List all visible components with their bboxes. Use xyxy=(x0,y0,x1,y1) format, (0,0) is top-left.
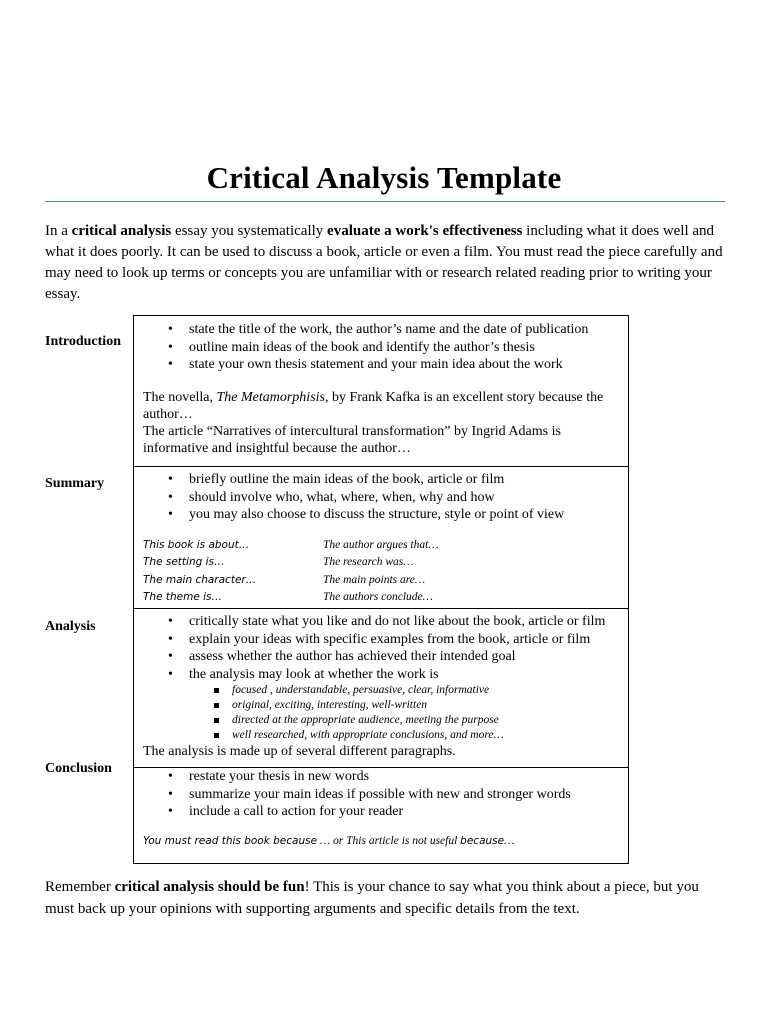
example-right: The author argues that… xyxy=(323,538,439,551)
analysis-sub-bullets xyxy=(134,683,628,743)
list-item: • should involve who, what, where, when, why and how xyxy=(134,489,628,507)
example-left: The setting is… xyxy=(143,556,225,568)
list-item: • you may also choose to discuss the structure, style or point of view xyxy=(134,506,628,524)
label-analysis: Analysis xyxy=(45,619,96,634)
example-right: The authors conclude… xyxy=(323,591,433,603)
closing-text-2: ! This is your chance to say what you think about a piece, but you must back up your opinions with supporting arguments and specific details from the text. xyxy=(45,879,699,917)
box-introduction xyxy=(133,315,629,467)
introduction-example-2: The article “Narratives of intercultural transformation” by Ingrid Adams is informative and insightful because the author… xyxy=(143,423,561,456)
list-item: • include a call to action for your reader xyxy=(134,803,628,821)
analysis-note: The analysis is made up of several different paragraphs. xyxy=(143,744,456,759)
introduction-example-1 xyxy=(134,389,628,423)
example-left: The main character… xyxy=(143,573,257,586)
intro-text-1: In a xyxy=(45,223,72,239)
list-item: original, exciting, interesting, well-written xyxy=(134,698,628,713)
summary-bullets xyxy=(134,471,628,524)
intro-bold-evaluate: evaluate a work's effectiveness xyxy=(327,223,523,239)
list-item: directed at the appropriate audience, meeting the purpose xyxy=(134,713,628,728)
ex1-text-b: , by Frank Kafka is an excellent story because the author… xyxy=(143,389,604,422)
box-analysis xyxy=(133,609,629,768)
intro-paragraph xyxy=(45,221,725,305)
intro-text-2: essay you systematically xyxy=(171,223,328,239)
example-left: The theme is… xyxy=(143,591,223,603)
introduction-bullets xyxy=(134,321,628,374)
example-left: This book is about… xyxy=(143,538,250,551)
label-summary: Summary xyxy=(45,476,105,491)
conclusion-example-b: … or This article is not useful xyxy=(317,834,461,847)
label-conclusion: Conclusion xyxy=(45,761,112,776)
example-right: The main points are… xyxy=(323,573,426,586)
list-item: • briefly outline the main ideas of the book, article or film xyxy=(134,471,628,489)
closing-paragraph xyxy=(45,876,725,920)
list-item: • summarize your main ideas if possible with new and stronger words xyxy=(134,786,628,804)
box-summary xyxy=(133,467,629,609)
list-item: focused , understandable, persuasive, clear, informative xyxy=(134,683,628,698)
list-item: • assess whether the author has achieved their intended goal xyxy=(134,648,628,666)
conclusion-bullets xyxy=(134,768,628,821)
intro-text-3: including what it does well and what it does poorly. It can be used to discuss a book, article or even a film. You must read the piece carefully and may need to look up terms or concepts you are unfamiliar with or research related reading prior to writing your essay. xyxy=(45,223,723,302)
closing-bold: critical analysis should be fun xyxy=(114,879,305,895)
example-right: The research was… xyxy=(323,556,414,568)
list-item: • the analysis may look at whether the work is xyxy=(134,666,628,684)
page-title: Critical Analysis Template xyxy=(206,160,562,195)
list-item: • outline main ideas of the book and identify the author’s thesis xyxy=(134,339,628,357)
ex1-title: The Metamorphisis xyxy=(216,389,325,405)
label-introduction: Introduction xyxy=(45,334,121,349)
conclusion-example-c: because xyxy=(460,834,505,847)
box-conclusion xyxy=(133,768,629,864)
list-item: well researched, with appropriate conclusions, and more… xyxy=(134,728,628,743)
conclusion-example xyxy=(134,835,628,847)
conclusion-example-a: You must read this book because xyxy=(143,834,318,847)
analysis-bullets xyxy=(134,613,628,683)
conclusion-example-d: … xyxy=(504,834,515,847)
list-item: • explain your ideas with specific examples from the book, article or film xyxy=(134,631,628,649)
list-item: • state the title of the work, the author’s name and the date of publication xyxy=(134,321,628,339)
summary-examples xyxy=(134,537,628,607)
ex1-text-a: The novella, xyxy=(143,389,217,405)
list-item: • critically state what you like and do not like about the book, article or film xyxy=(134,613,628,631)
list-item: • state your own thesis statement and your main idea about the work xyxy=(134,356,628,374)
title-underline xyxy=(45,201,725,202)
closing-text-1: Remember xyxy=(45,879,115,895)
intro-bold-critical-analysis: critical analysis xyxy=(71,223,172,239)
list-item: • restate your thesis in new words xyxy=(134,768,628,786)
